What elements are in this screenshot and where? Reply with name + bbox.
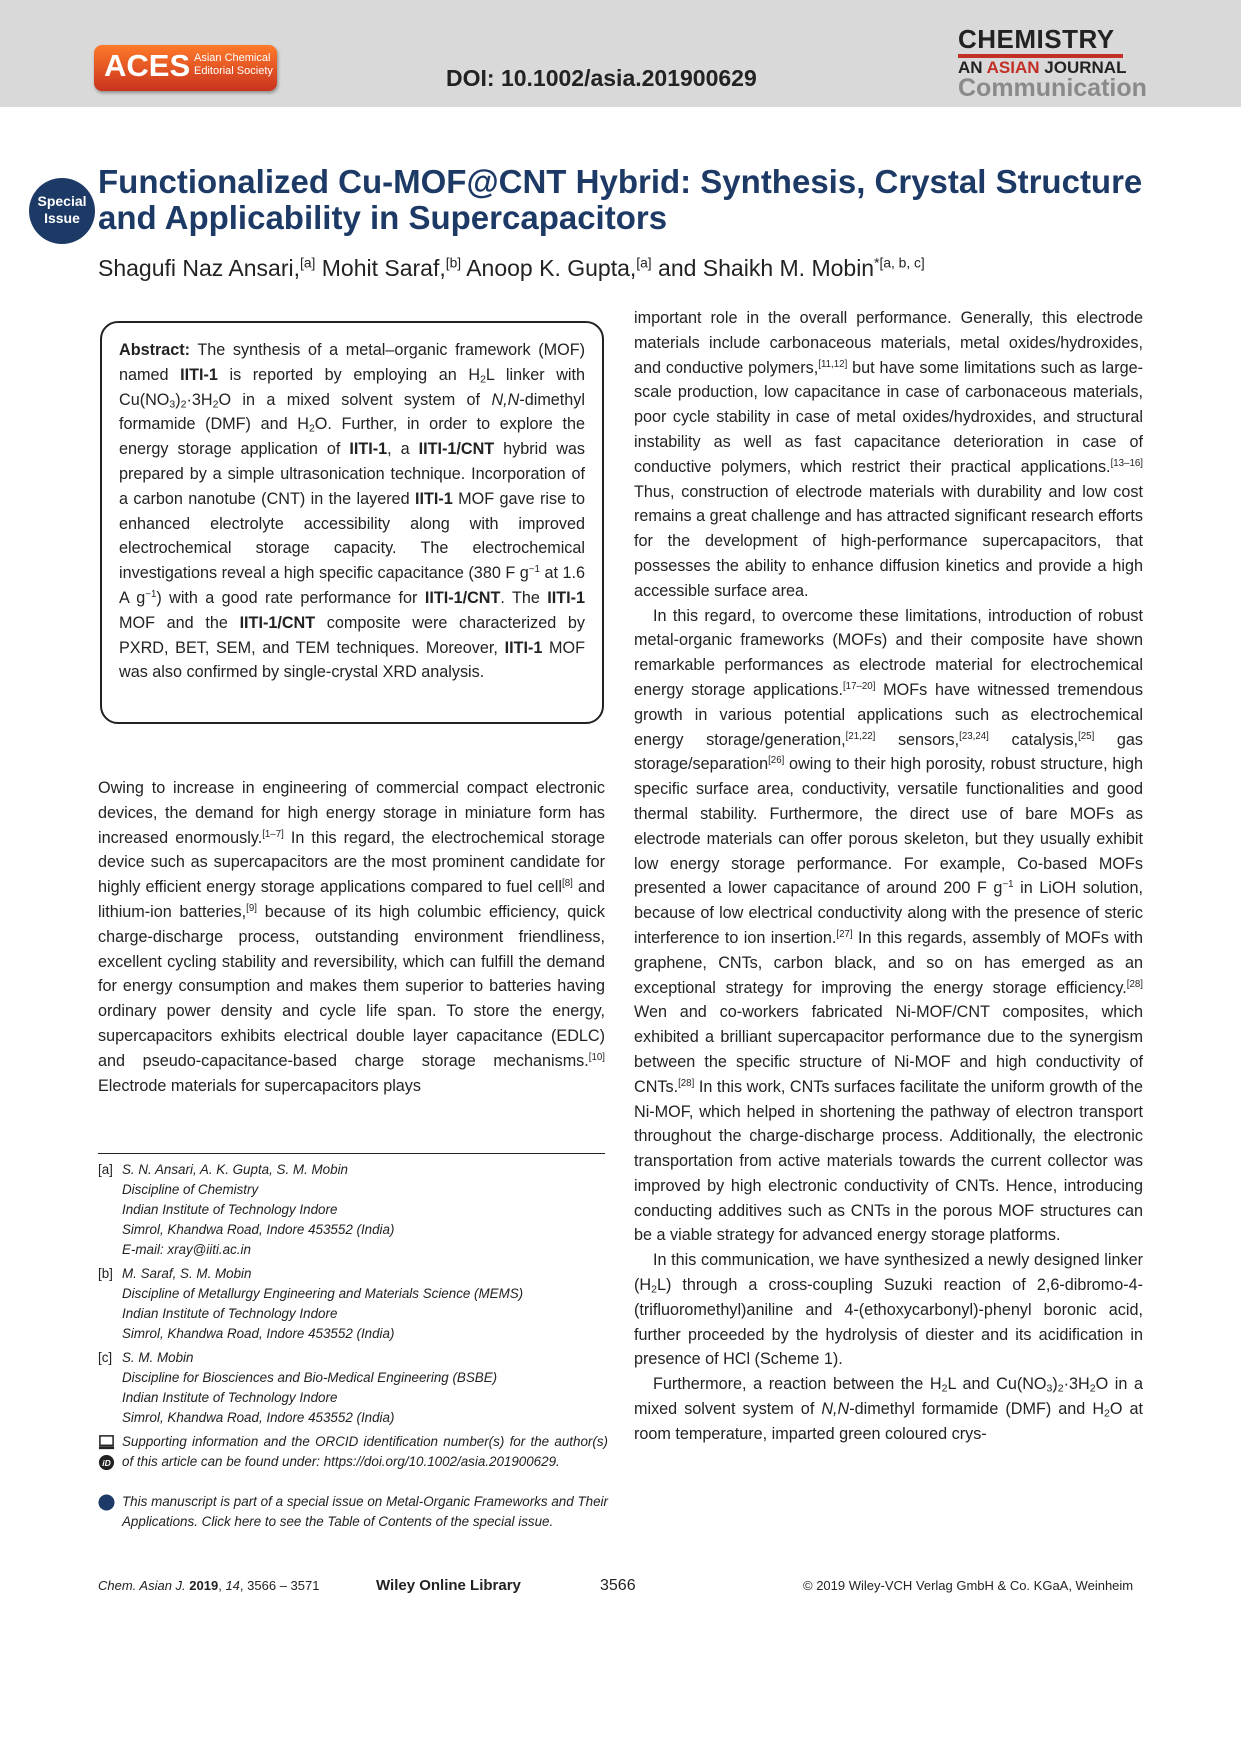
affiliation-line: Discipline of Metallurgy Engineering and Materials Science (MEMS) [122,1286,524,1301]
affiliation-line: Simrol, Khandwa Road, Indore 453552 (India) [122,1222,395,1237]
journal-logo [958,24,1148,104]
author-affiliation: [a] [636,255,652,271]
affiliation-line: Simrol, Khandwa Road, Indore 453552 (India) [122,1410,395,1425]
body-paragraph: In this communication, we have synthesized a newly designed linker $(H_2L)$ through a cross-coupling Suzuki reaction of 2,6-dibromo-4-(trifluoromethyl)aniline and 4-(ethoxycarbonyl)-phenyl boronic acid, further proceeded by the hydrolysis of diester and its acidification in presence of HCl (Scheme 1). [634,1251,1143,1369]
orcid-icon [98,1454,115,1471]
supporting-info-note [98,1432,608,1472]
affiliation-line: Indian Institute of Technology Indore [122,1202,338,1217]
author-name: and Shaikh M. Mobin [658,255,875,281]
footnote-divider [98,1153,605,1154]
body-paragraph: Furthermore, a reaction between the $H_2L$ and $Cu(NO_3)_2\cdot 3H_2O$ in a mixed solvent system of N,N-dimethyl formamide (DMF) and $H_2O$ at room temperature, imparted green coloured crys- [634,1375,1143,1443]
affiliation-line: Discipline of Chemistry [122,1182,259,1197]
doi-link[interactable]: DOI: 10.1002/asia.201900629 [446,65,757,91]
journal-subtitle-suffix: JOURNAL [1039,58,1127,77]
supporting-info-text[interactable]: Supporting information and the ORCID identification number(s) for the author(s) of this article can be found under: https://doi.org/10.1002/asia.201900629. [122,1434,608,1469]
right-column [634,306,1143,1447]
affiliation-line: M. Saraf, S. M. Mobin [122,1266,252,1281]
author-list [98,255,925,282]
affiliation-line: S. M. Mobin [122,1350,194,1365]
aces-subtitle-line-2: Editorial Society [194,65,273,77]
special-issue-badge-line-2: Issue [44,210,80,226]
svg-text:iD: iD [102,1457,111,1468]
author-name: Shagufi Naz Ansari, [98,255,301,281]
footer-volume: 14 [225,1578,240,1593]
aces-subtitle-line-1: Asian Chemical [194,52,271,64]
author-affiliation: [b] [445,255,462,271]
affiliation-email[interactable]: E-mail: xray@iiti.ac.in [122,1242,251,1257]
body-paragraph: important role in the overall performance. Generally, this electrode materials include carbonaceous materials, metal oxides/hydroxides, and conductive polymers,[11,12] but have some limitations such as large-scale production, low capacitance in case of carbonaceous materials, poor cycle stability in case of metal oxides/hydroxides, and structural instability as well as fast capacitance deterioration in case of conductive polymers, which restrict their practical applications.[13–16] Thus, construction of electrode materials with durability and low cost remains a great challenge and has attracted significant research efforts for the development of high-performance supercapacitors, that possesses the ability to enhance diffusion kinetics and provide a high accessible surface area. [634,309,1144,600]
page-number: 3566 [600,1577,636,1594]
affiliation-tag: [a] [98,1162,113,1177]
article-title: Functionalized Cu-MOF@CNT Hybrid: Synthesis, Crystal Structure and Applicability in Supercapacitors [98,163,1143,236]
affiliation-line: Discipline for Biosciences and Bio-Medical Engineering (BSBE) [122,1370,498,1385]
corresponding-author-marker: * [874,255,880,271]
footer-citation: Chem. Asian J. 2019, 14, 3566 – 3571 [98,1578,320,1593]
computer-icon [98,1434,115,1451]
aces-logo [94,45,277,91]
journal-title: CHEMISTRY [958,24,1115,54]
footer-journal: Chem. Asian J. [98,1578,186,1593]
abstract-text: Abstract: The synthesis of a metal–organic framework (MOF) named IITI-1 is reported by employing an $H_2L$ linker with $Cu(NO_3)_2\cdot 3H_2O$ in a mixed solvent system of N,N-dimethyl formamide (DMF) and $H_2O$. Further, in order to explore the energy storage application of IITI-1, a IITI-1/CNT hybrid was prepared by a simple ultrasonication technique. Incorporation of a carbon nanotube (CNT) in the layered IITI-1 MOF gave rise to enhanced electrolyte accessibility along with improved electrochemical storage capacity. The electrochemical investigations reveal a high specific capacitance (380 F $g^{-1}$ at 1.6 A $g^{-1}$) with a good rate performance for IITI-1/CNT. The IITI-1 MOF and the IITI-1/CNT composite were characterized by PXRD, BET, SEM, and TEM techniques. Moreover, IITI-1 MOF was also confirmed by single-crystal XRD analysis. [119,341,586,682]
affiliation-line: Indian Institute of Technology Indore [122,1390,338,1405]
special-issue-note [98,1492,608,1532]
affiliation-c [98,1348,608,1428]
affiliation-line: S. N. Ansari, A. K. Gupta, S. M. Mobin [122,1162,348,1177]
journal-subtitle-asian: ASIAN [986,58,1040,77]
special-issue-icon [98,1494,115,1511]
aces-logo-word: ACES [104,48,191,83]
wiley-online-library-link[interactable]: Wiley Online Library [376,1577,521,1594]
affiliation-tag: [b] [98,1266,113,1281]
author-name: Mohit Saraf, [321,255,446,281]
special-issue-badge[interactable] [29,178,95,244]
affiliation-a [98,1160,608,1260]
author-affiliation: [a] [300,255,316,271]
author-name: Anoop K. Gupta, [466,255,637,281]
aces-logo-subtitle [194,52,273,78]
body-paragraph: In this regard, to overcome these limitations, introduction of robust metal-organic frameworks (MOFs) and their composite have shown remarkable performances as electrode material for electrochemical energy storage applications.[17–20] MOFs have witnessed tremendous growth in various potential applications such as electrochemical energy storage/generation,[21,22] sensors,[23,24] catalysis,[25] gas storage/separation[26] owing to their high porosity, robust structure, high specific surface area, conductivity, versatile functionalities and good thermal stability. Furthermore, the direct use of bare MOFs as electrode materials can offer porous skeleton, but they usually exhibit low energy storage performance. For example, Co-based MOFs presented a lower capacitance of around 200 F $g^{-1}$ in LiOH solution, because of low electrical conductivity along with the presence of steric interference to ion insertion.[27] In this regards, assembly of MOFs with graphene, CNTs, carbon black, and so on has emerged as an exceptional strategy for improving the energy storage efficiency.[28] Wen and co-workers fabricated Ni-MOF/CNT composites, which exhibited a brilliant supercapacitor performance due to the synergism between the specific structure of Ni-MOF and high conductivity of CNTs.[28] In this work, CNTs surfaces facilitate the uniform growth of the Ni-MOF, which helped in shortening the pathway of electron transport throughout the charge-discharge process. Additionally, the electronic transportation from active materials towards the current collector was improved by high electronic conductivity of CNTs. Hence, introducing conducting additives such as CNTs in the porous MOF structures can be a viable strategy for advanced energy storage platforms. [634,606,1144,1245]
copyright: © 2019 Wiley-VCH Verlag GmbH & Co. KGaA, Weinheim [803,1578,1134,1593]
intro-paragraph: Owing to increase in engineering of commercial compact electronic devices, the demand for high energy storage in miniature form has increased enormously.[1–7] In this regard, the electrochemical storage device such as supercapacitors are the most prominent candidate for highly efficient energy storage applications compared to fuel cell[8] and lithium-ion batteries,[9] because of its high columbic efficiency, quick charge-discharge process, outstanding environment friendliness, excellent cycling stability and reversibility, which can fulfill the demand for energy consumption and makes them superior to batteries having ordinary power density and cycle life span. To store the energy, supercapacitors exhibits electrical double layer capacitance (EDLC) and pseudo-capacitance-based charge storage mechanisms.[10] Electrode materials for supercapacitors plays [98,779,606,1095]
affiliation-line: Simrol, Khandwa Road, Indore 453552 (India) [122,1326,395,1341]
affiliation-tag: [c] [98,1350,113,1365]
footer-pages: 3566 – 3571 [247,1578,320,1593]
affiliation-b [98,1264,608,1344]
footer-year: 2019 [189,1578,219,1593]
affiliation-line: Indian Institute of Technology Indore [122,1306,338,1321]
article-type: Communication [958,74,1147,102]
special-issue-badge-line-1: Special [37,193,87,209]
author-affiliation: [a, b, c] [879,255,925,271]
journal-subtitle-prefix: AN [958,58,987,77]
special-issue-text[interactable]: This manuscript is part of a special issue on Metal-Organic Frameworks and Their Applications. Click here to see the Table of Contents of the special issue. [122,1494,608,1529]
abstract-box [100,321,604,724]
